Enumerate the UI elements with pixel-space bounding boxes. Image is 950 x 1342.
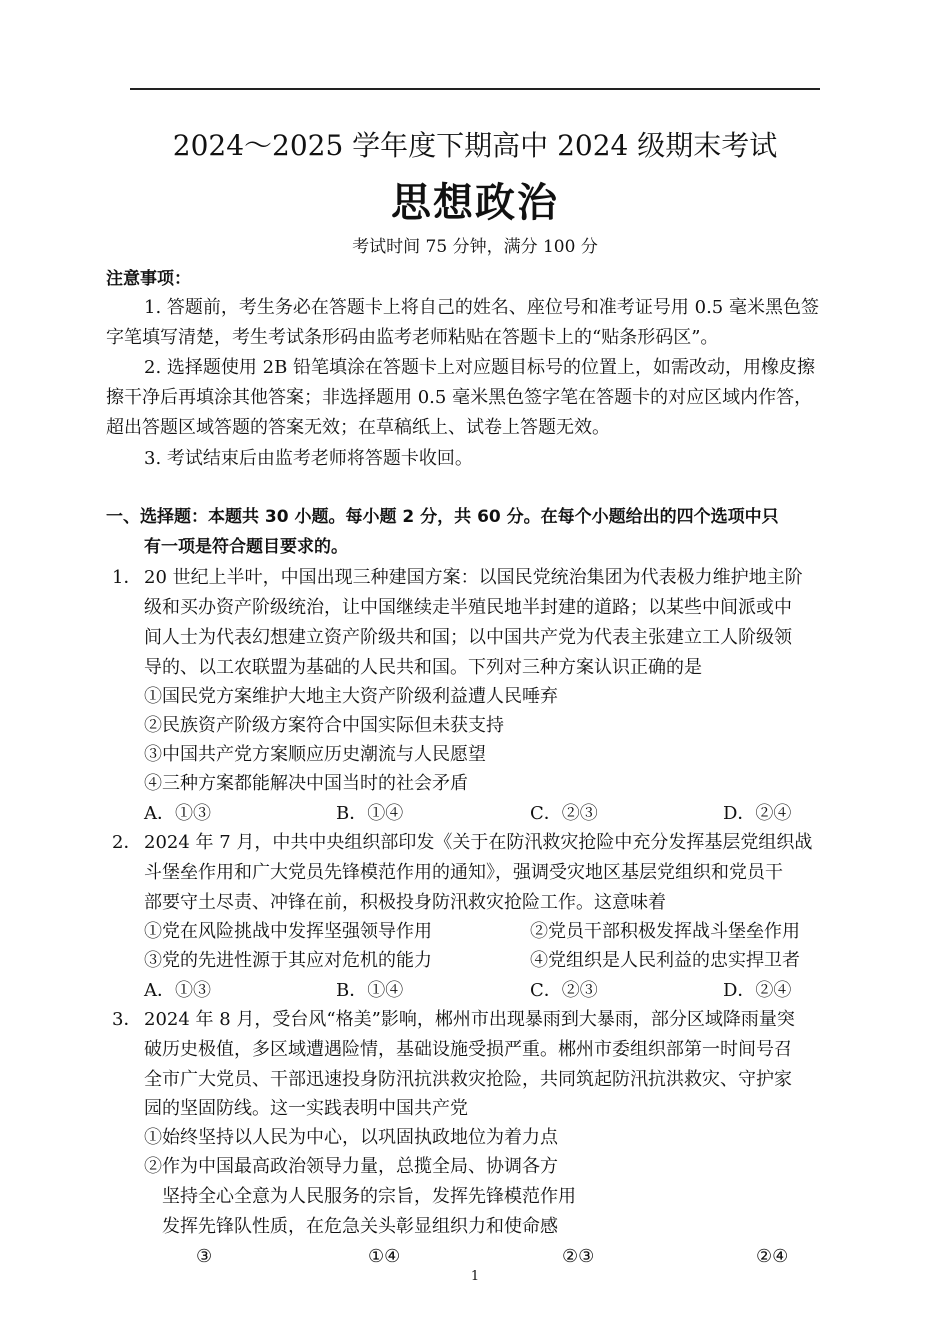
q2-item: ③党的先进性源于其应对危机的能力 [144,950,432,971]
q3-item: 坚持全心全意为人民服务的宗旨，发挥先锋模范作用 [162,1186,576,1207]
q2-stem: 部要守土尽责、冲锋在前，积极投身防汛救灾抢险工作。这意味着 [144,892,666,913]
subject-title: 思想政治 [391,179,559,226]
q1-option-a: A．①③ [144,803,211,824]
notice-line: 3. 考试结束后由监考老师将答题卡收回。 [144,448,473,469]
q2-stem: 斗堡垒作用和广大党员先锋模范作用的通知》，强调受灾地区基层党组织和党员干 [144,862,783,883]
top-rule [130,88,820,90]
q1-item: ③中国共产党方案顺应历史潮流与人民愿望 [144,744,486,765]
q1-number: 1． [112,567,142,588]
q1-stem: 级和买办资产阶级统治，让中国继续走半殖民地半封建的道路；以某些中间派或中 [144,597,792,618]
q3-item: ①始终坚持以人民为中心，以巩固执政地位为着力点 [144,1127,558,1148]
section-heading-cont: 有一项是符合题目要求的。 [144,537,348,557]
q3-stem: 破历史极值，多区域遭遇险情，基础设施受损严重。郴州市委组织部第一时间号召 [144,1039,792,1060]
q2-item: ④党组织是人民利益的忠实捍卫者 [530,950,800,971]
notice-line: 2. 选择题使用 2B 铅笔填涂在答题卡上对应题目标号的位置上，如需改动，用橡皮擦 [144,357,816,378]
notice-line: 擦干净后再填涂其他答案；非选择题用 0.5 毫米黑色签字笔在答题卡的对应区域内作答， [106,387,813,408]
notice-line: 字笔填写清楚，考生考试条形码由监考老师粘贴在答题卡上的“贴条形码区”。 [106,327,719,348]
q1-stem: 间人士为代表幻想建立资产阶级共和国；以中国共产党为代表主张建立工人阶级领 [144,627,792,648]
q3-stem: 园的坚固防线。这一实践表明中国共产党 [144,1098,468,1119]
q3-number: 3． [112,1009,142,1030]
q3-stem: 全市广大党员、干部迅速投身防汛抗洪救灾抢险，共同筑起防汛抗洪救灾、守护家 [144,1069,792,1090]
q1-item: ②民族资产阶级方案符合中国实际但未获支持 [144,715,504,736]
q2-item: ①党在风险挑战中发挥坚强领导作用 [144,921,432,942]
page-number: 1 [470,1269,480,1284]
q3-option-d: ②④ [756,1246,789,1267]
q3-item: 发挥先锋队性质，在危急关头彰显组织力和使命感 [162,1216,558,1237]
q2-option-a: A．①③ [144,980,211,1001]
q2-number: 2． [112,832,142,853]
q3-option-b: ①④ [368,1246,401,1267]
q1-option-c: C．②③ [530,803,598,824]
q1-stem: 20 世纪上半叶，中国出现三种建国方案：以国民党统治集团为代表极力维护地主阶 [144,567,803,588]
q2-stem: 2024 年 7 月，中共中央组织部印发《关于在防汛救灾抢险中充分发挥基层党组织战 [144,832,813,853]
q1-option-b: B．①④ [336,803,404,824]
time-info: 考试时间 75 分钟，满分 100 分 [352,237,598,257]
section-heading: 一、选择题：本题共 30 小题。每小题 2 分，共 60 分。在每个小题给出的四个选项中只 [106,507,779,527]
q1-item: ①国民党方案维护大地主大资产阶级利益遭人民唾弃 [144,686,558,707]
notice-line: 1. 答题前，考生务必在答题卡上将自己的姓名、座位号和准考证号用 0.5 毫米黑色签 [144,297,819,318]
q3-option-c: ②③ [562,1246,595,1267]
exam-title: 2024～2025 学年度下期高中 2024 级期末考试 [172,129,778,162]
q3-option-a: ③ [196,1246,213,1267]
q2-item: ②党员干部积极发挥战斗堡垒作用 [530,921,800,942]
notice-line: 超出答题区域答题的答案无效；在草稿纸上、试卷上答题无效。 [106,417,610,438]
q1-item: ④三种方案都能解决中国当时的社会矛盾 [144,773,468,794]
q3-item: ②作为中国最高政治领导力量，总揽全局、协调各方 [144,1156,558,1177]
q2-option-c: C．②③ [530,980,598,1001]
q1-option-d: D．②④ [723,803,792,824]
q2-option-d: D．②④ [723,980,792,1001]
q3-stem: 2024 年 8 月，受台风“格美”影响，郴州市出现暴雨到大暴雨，部分区域降雨量突 [144,1009,795,1030]
q1-stem: 导的、以工农联盟为基础的人民共和国。下列对三种方案认识正确的是 [144,657,702,678]
q2-option-b: B．①④ [336,980,404,1001]
notice-heading: 注意事项： [106,269,191,289]
